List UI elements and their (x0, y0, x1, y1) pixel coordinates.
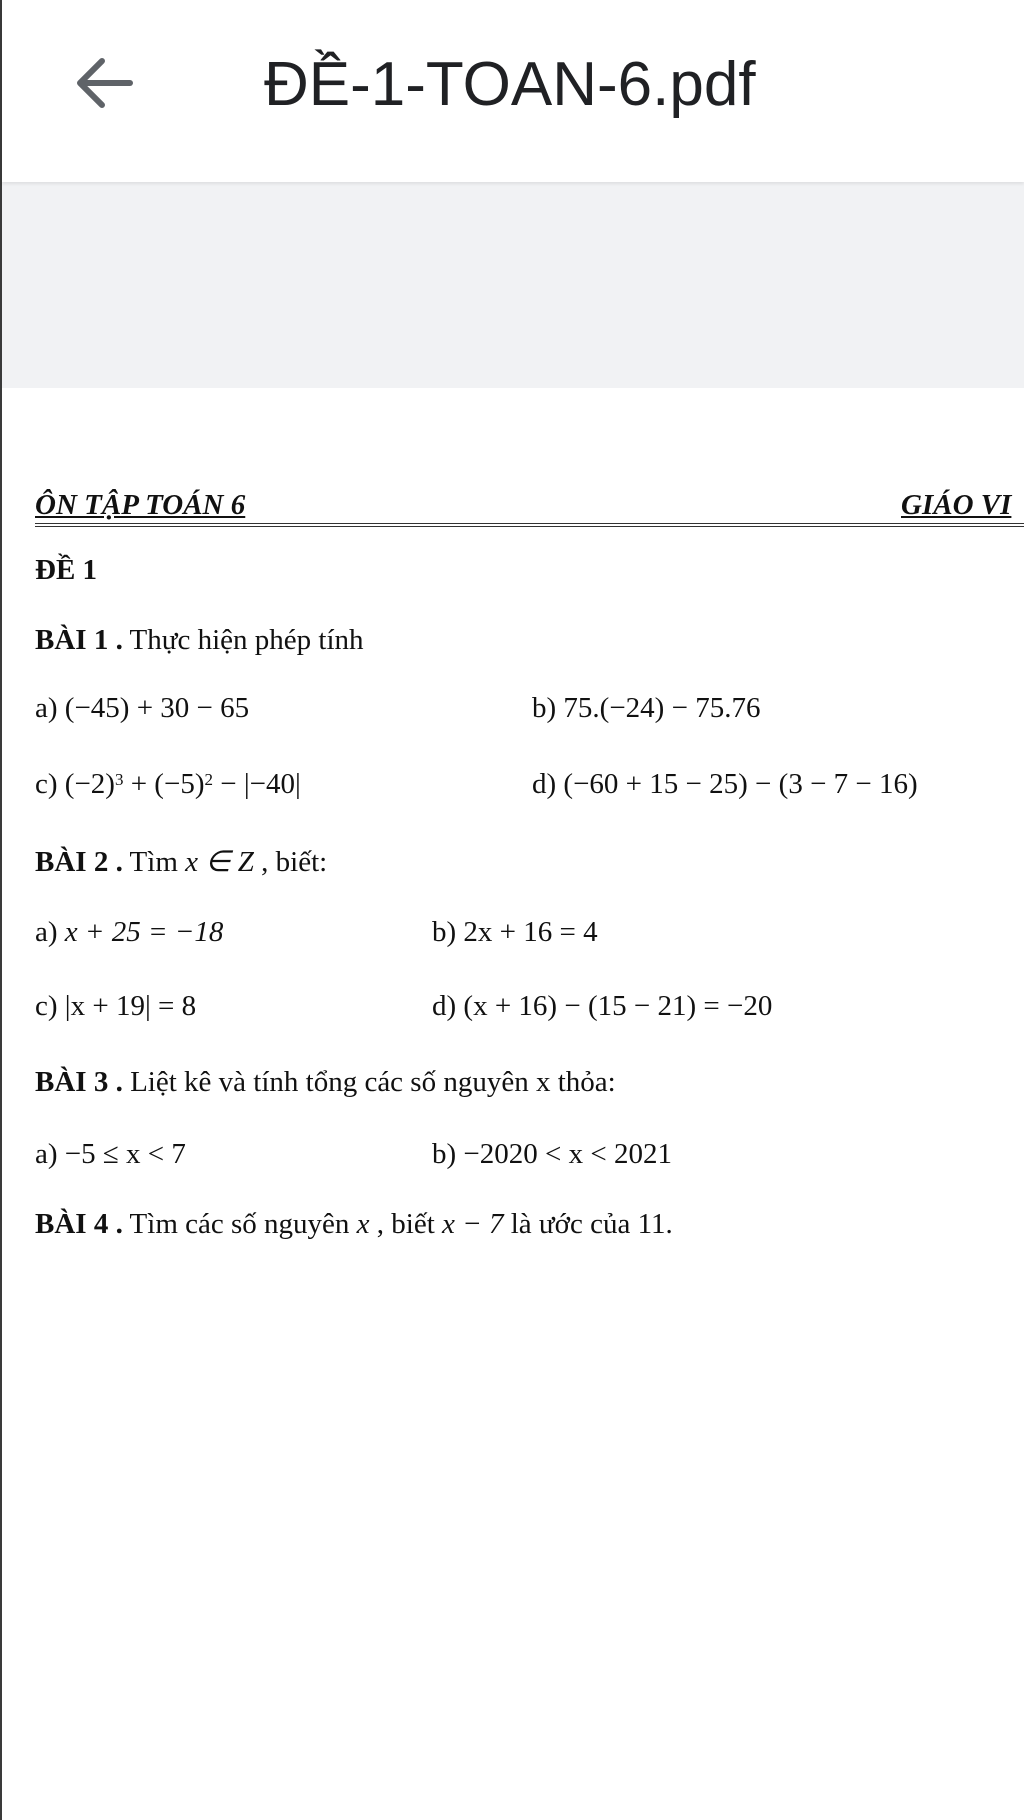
exercise-1d (532, 766, 918, 802)
exercise-1-title (35, 622, 364, 658)
exercise-label: BÀI 4 . (35, 1208, 123, 1240)
item-label: a) (35, 916, 58, 948)
exercise-label: BÀI 1 . (35, 624, 123, 656)
page-gap (2, 182, 1024, 388)
item-label: a) (35, 1138, 58, 1170)
item-label: a) (35, 692, 58, 724)
document-title: ĐỀ-1-TOAN-6.pdf (264, 50, 756, 119)
item-expression: 75.(−24) − 75.76 (563, 692, 761, 724)
exercise-text: Tìm (122, 846, 186, 878)
exercise-text-suffix: , biết: (253, 846, 328, 878)
item-label: d) (432, 990, 457, 1022)
pdf-page[interactable] (2, 388, 1024, 1820)
item-expression: (x + 16) − (15 − 21) = −20 (463, 990, 773, 1022)
exercise-1c (35, 766, 301, 802)
item-expression: $(-2)^3 + (-5)^2 - |-40|$ (64, 768, 301, 800)
header-left-text: ÔN TẬP TOÁN 6 (35, 489, 246, 521)
math-condition: x ∈ Z (185, 846, 254, 878)
item-label: d) (532, 768, 557, 800)
item-label: c) (35, 990, 58, 1022)
page-header (35, 490, 1024, 520)
exercise-1b (532, 690, 760, 726)
item-expression: 2x + 16 = 4 (463, 916, 598, 948)
item-label: b) (432, 916, 457, 948)
item-expression: −2020 < x < 2021 (463, 1138, 672, 1170)
exercise-2a (35, 914, 223, 950)
exercise-2c (35, 988, 196, 1024)
header-divider (35, 523, 1024, 527)
item-expression: x + 25 = −18 (64, 916, 224, 948)
exercise-label: BÀI 2 . (35, 846, 123, 878)
exercise-text-suffix: là ước của 11. (503, 1208, 673, 1240)
back-button[interactable] (64, 50, 144, 120)
app-bar (2, 0, 1024, 182)
item-label: b) (432, 1138, 457, 1170)
item-expression: |x + 19| = 8 (64, 990, 197, 1022)
header-right-text: GIÁO VI (901, 489, 1012, 521)
exercise-3b (432, 1136, 672, 1172)
exercise-3-title (35, 1064, 616, 1100)
item-expression: (−45) + 30 − 65 (64, 692, 250, 724)
exam-heading: ĐỀ 1 (35, 554, 98, 586)
exercise-text: Liệt kê và tính tổng các số nguyên x thỏa: (122, 1066, 616, 1098)
arrow-left-icon (72, 55, 136, 116)
math-expression: x − 7 (442, 1208, 504, 1240)
exercise-2-title (35, 844, 327, 880)
exercise-label: BÀI 3 . (35, 1066, 123, 1098)
math-variable: x (356, 1208, 370, 1240)
exercise-2b (432, 914, 598, 950)
exercise-4-title (35, 1206, 673, 1242)
item-expression: (−60 + 15 − 25) − (3 − 7 − 16) (563, 768, 918, 800)
exercise-3a (35, 1136, 186, 1172)
exercise-1a (35, 690, 249, 726)
item-label: b) (532, 692, 557, 724)
exercise-2d (432, 988, 772, 1024)
exercise-text: Tìm các số nguyên (122, 1208, 357, 1240)
exercise-text: Thực hiện phép tính (122, 624, 364, 656)
item-expression: −5 ≤ x < 7 (64, 1138, 186, 1170)
exercise-text-mid: , biết (369, 1208, 443, 1240)
item-label: c) (35, 768, 58, 800)
